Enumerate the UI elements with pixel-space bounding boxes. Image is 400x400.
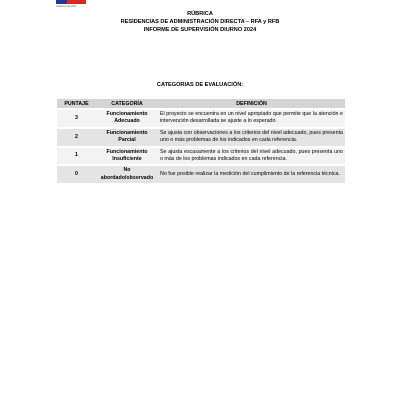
column-header-category: CATEGORÍA [96, 99, 158, 108]
column-header-score: PUNTAJE [57, 99, 96, 108]
header-report-name: INFORME DE SUPERVISIÓN DIURNO 2024 [143, 27, 257, 33]
flag-stripe [56, 0, 86, 4]
flag-red-block [67, 0, 86, 4]
flag-blue-block [56, 0, 67, 4]
score-cell: 2 [57, 129, 96, 146]
header-subtitle: RESIDENCIAS DE ADMINISTRACIÓN DIRECTA – RFA y RFB [120, 19, 280, 25]
score-cell: 1 [57, 148, 96, 165]
table-row [57, 110, 345, 127]
score-cell: 0 [57, 166, 96, 183]
table-header-row [57, 99, 345, 108]
definition-cell: No fue posible realizar la medición del cumplimiento de la referencia técnica. [158, 166, 345, 183]
definition-cell: Se ajusta escasamente a los criterios del nivel adecuado, pues presenta uno o más de los problemas indicados en cada referencia. [158, 148, 345, 165]
section-title: CATEGORIAS DE EVALUACIÓN: [156, 82, 244, 88]
table-row [57, 129, 345, 146]
score-cell: 3 [57, 110, 96, 127]
definition-cell: El proyecto se encuentra en un nivel apropiado que permite que la atención e intervención desarrollada se ajuste a lo esperado. [158, 110, 345, 127]
rubric-table [57, 97, 345, 185]
category-cell: Funcionamiento Insuficiente [96, 148, 158, 165]
logo-text: Gobierno de Chile [56, 5, 77, 8]
header-title: RÚBRICA [187, 11, 213, 17]
table-row [57, 166, 345, 183]
definition-cell: Se ajusta con observaciones a los criterios del nivel adecuado, pues presenta uno o más problemas de los indicados en cada referencia. [158, 129, 345, 146]
category-cell: Funcionamiento Parcial [96, 129, 158, 146]
document-header [0, 10, 400, 34]
category-cell: Funcionamiento Adecuado [96, 110, 158, 127]
category-cell: No abordado/observado [96, 166, 158, 183]
column-header-definition: DEFINICIÓN [158, 99, 345, 108]
table-row [57, 148, 345, 165]
